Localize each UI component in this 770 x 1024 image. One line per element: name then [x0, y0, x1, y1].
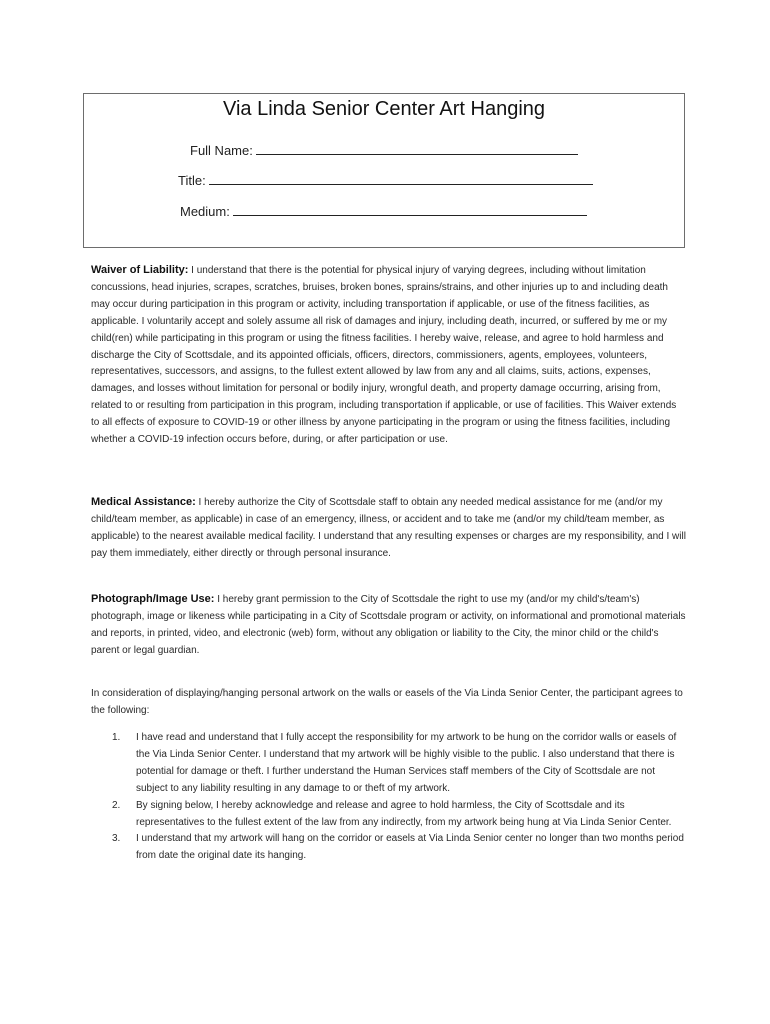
- full-name-line[interactable]: [256, 140, 578, 155]
- photo-heading: Photograph/Image Use:: [91, 593, 215, 605]
- photo-paragraph: [91, 591, 686, 660]
- term-text: By signing below, I hereby acknowledge and release and agree to hold harmless, the City of Scottsdale and its representatives to the fullest extent of the law from any indirectly, from my artwork being hung at Via Linda Senior Center.: [136, 799, 672, 828]
- header-form-box: [83, 93, 685, 248]
- intro-paragraph: In consideration of displaying/hanging personal artwork on the walls or easels of the Via Linda Senior Center, the participant agrees to the following:: [91, 688, 683, 716]
- title-field[interactable]: [178, 170, 593, 188]
- list-item: [91, 730, 686, 798]
- term-text: I have read and understand that I fully accept the responsibility for my artwork to be hung on the corridor walls or easels of the Via Linda Senior Center. I understand that my artwork will be highly visible to the public. I also understand that there is potential for damage or theft. I further understand the Human Services staff members of the City of Scottsdale are not subject to any liability resulting in any damage to or theft of my artwork.: [136, 732, 677, 794]
- waiver-paragraph: [91, 262, 686, 449]
- term-number: 2.: [112, 799, 121, 811]
- list-item: [91, 831, 686, 865]
- medium-label: Medium:: [180, 204, 230, 219]
- term-number: 1.: [112, 732, 121, 743]
- terms-list: [91, 730, 686, 865]
- title-label: Title:: [178, 173, 206, 188]
- waiver-heading: Waiver of Liability:: [91, 264, 189, 276]
- title-line[interactable]: [209, 170, 593, 185]
- medium-field[interactable]: [180, 201, 587, 219]
- full-name-field[interactable]: [190, 140, 578, 158]
- list-item: [91, 798, 686, 832]
- photo-text: I hereby grant permission to the City of Scottsdale the right to use my (and/or my child's/team's) photograph, image or likeness while participating in a City of Scottsdale program or activity, on informational and promotional materials and reports, in printed, video, and electronic (web) form, without any obligation or liability to the City, the minor child or the child's parent or legal guardian.: [91, 594, 686, 656]
- term-number: 3.: [112, 833, 121, 845]
- term-text: I understand that my artwork will hang on the corridor or easels at Via Linda Senior center no longer than two months period from date the original date its hanging.: [136, 833, 684, 862]
- medical-heading: Medical Assistance:: [91, 496, 196, 508]
- waiver-text: I understand that there is the potential for physical injury of varying degrees, including without limitation concussions, head injuries, scrapes, scratches, bruises, broken bones, sprains/strains, and other injuries up to and including death may occur during participation in this program or activity, including transportation if applicable, or use of the fitness facilities, as applicable. I voluntarily accept and solely assume all risk of damages and injury, including death, incurred, or suffered by me or my child(ren) while participating in this program or using the fitness facilities. I hereby waive, release, and agree to hold harmless and discharge the City of Scottsdale, and its appointed officials, officers, directors, commissioners, agents, employees, volunteers, representatives, successors, and assigns, to the fullest extent allowed by law from any and all claims, suits, actions, expenses, damages, and losses without limitation for personal or bodily injury, wrongful death, and property damage occurring, arising from, related to or resulting from participation in this program, including transportation if applicable, or use of facilities. This Waiver extends to all effects of exposure to COVID-19 or other illness by anyone participating in the program or using the fitness facilities, including whether a COVID-19 infection occurs before, during, or after participation or use.: [91, 265, 677, 446]
- medical-paragraph: [91, 494, 686, 563]
- medium-line[interactable]: [233, 201, 587, 216]
- full-name-label: Full Name:: [190, 143, 253, 158]
- medical-text: I hereby authorize the City of Scottsdale staff to obtain any needed medical assistance for me (and/or my child/team member, as applicable) in case of an emergency, illness, or accident and to take me (and/or my child/team member, as applicable) to the nearest available medical facility. I understand that any resulting expenses or charges are my responsibility, and I will pay them immediately, either directly or through personal insurance.: [91, 497, 686, 559]
- form-title: Via Linda Senior Center Art Hanging: [222, 98, 546, 120]
